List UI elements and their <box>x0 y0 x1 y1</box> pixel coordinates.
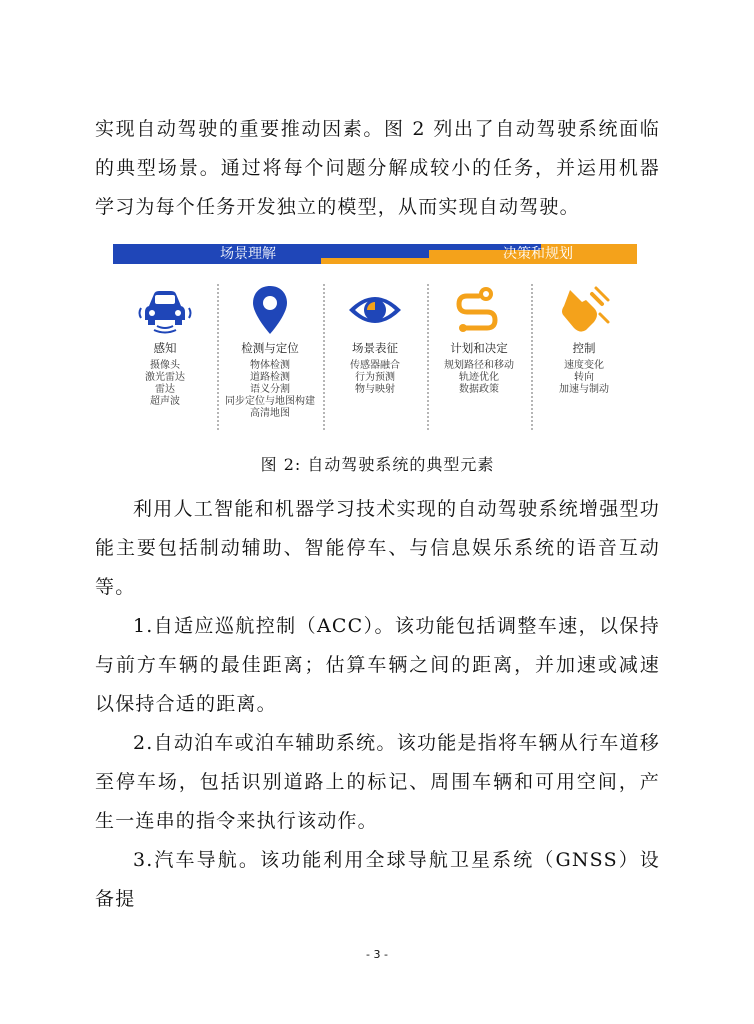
figure-caption: 图 2: 自动驾驶系统的典型元素 <box>260 455 495 474</box>
eye-icon <box>347 284 403 336</box>
list-item: 超声波 <box>150 396 180 407</box>
list-item: 物与映射 <box>355 384 395 395</box>
column-title: 感知 <box>153 341 177 355</box>
car-sensor-icon <box>137 284 193 336</box>
column-items <box>113 360 217 408</box>
route-path-icon <box>451 284 507 336</box>
page-number: - 3 - <box>366 948 388 961</box>
column-items <box>531 360 637 396</box>
decision-planning-label: 决策和规划 <box>503 246 573 262</box>
column-detection-localization <box>217 284 323 434</box>
steering-hand-icon <box>556 284 612 336</box>
list-item: 规划路径和移动 <box>444 360 514 371</box>
list-item: 传感器融合 <box>350 360 400 371</box>
column-perception <box>113 284 217 434</box>
list-item: 同步定位与地图构建 <box>225 396 315 407</box>
paragraph: 1.自适应巡航控制（ACC）。该功能包括调整车速，以保持与前方车辆的最佳距离；估算车辆之间的距离，并加速或减速以保持合适的距离。 <box>95 615 660 715</box>
list-item: 转向 <box>574 372 594 383</box>
column-scene-representation <box>323 284 427 434</box>
column-planning-decision <box>427 284 531 434</box>
list-item: 雷达 <box>155 384 175 395</box>
column-items <box>323 360 427 396</box>
list-item: 高清地图 <box>250 408 290 419</box>
location-pin-icon <box>242 284 298 336</box>
list-item: 数据政策 <box>459 384 499 395</box>
column-title: 检测与定位 <box>241 341 299 355</box>
figure-autonomous-driving-elements <box>113 240 637 436</box>
list-item: 道路检测 <box>250 372 290 383</box>
scene-understanding-label: 场景理解 <box>220 246 276 262</box>
list-item: 加速与制动 <box>559 384 609 395</box>
column-items <box>427 360 531 396</box>
list-item: 行为预测 <box>355 372 395 383</box>
intro-paragraph: 实现自动驾驶的重要推动因素。图 2 列出了自动驾驶系统面临的典型场景。通过将每个问题分解成较小的任务，并运用机器学习为每个任务开发独立的模型，从而实现自动驾驶。 <box>95 118 660 218</box>
list-item: 语义分割 <box>250 384 290 395</box>
column-title: 场景表征 <box>352 341 398 355</box>
bar-orange-notch <box>321 258 429 264</box>
paragraph: 2.自动泊车或泊车辅助系统。该功能是指将车辆从行车道移至停车场，包括识别道路上的标记、周围车辆和可用空间，产生一连串的指令来执行该动作。 <box>95 732 660 832</box>
body-text <box>95 490 660 919</box>
figure-header-bar <box>113 240 637 268</box>
paragraph: 3.汽车导航。该功能利用全球导航卫星系统（GNSS）设备提 <box>95 849 660 910</box>
column-items <box>217 360 323 420</box>
list-item: 速度变化 <box>564 360 604 371</box>
list-item: 激光雷达 <box>145 372 185 383</box>
column-control <box>531 284 637 434</box>
column-title: 计划和决定 <box>450 341 508 355</box>
list-item: 物体检测 <box>250 360 290 371</box>
list-item: 轨迹优化 <box>459 372 499 383</box>
column-title: 控制 <box>572 341 596 355</box>
paragraph: 利用人工智能和机器学习技术实现的自动驾驶系统增强型功能主要包括制动辅助、智能停车、与信息娱乐系统的语音互动等。 <box>95 498 660 598</box>
list-item: 摄像头 <box>150 360 180 371</box>
